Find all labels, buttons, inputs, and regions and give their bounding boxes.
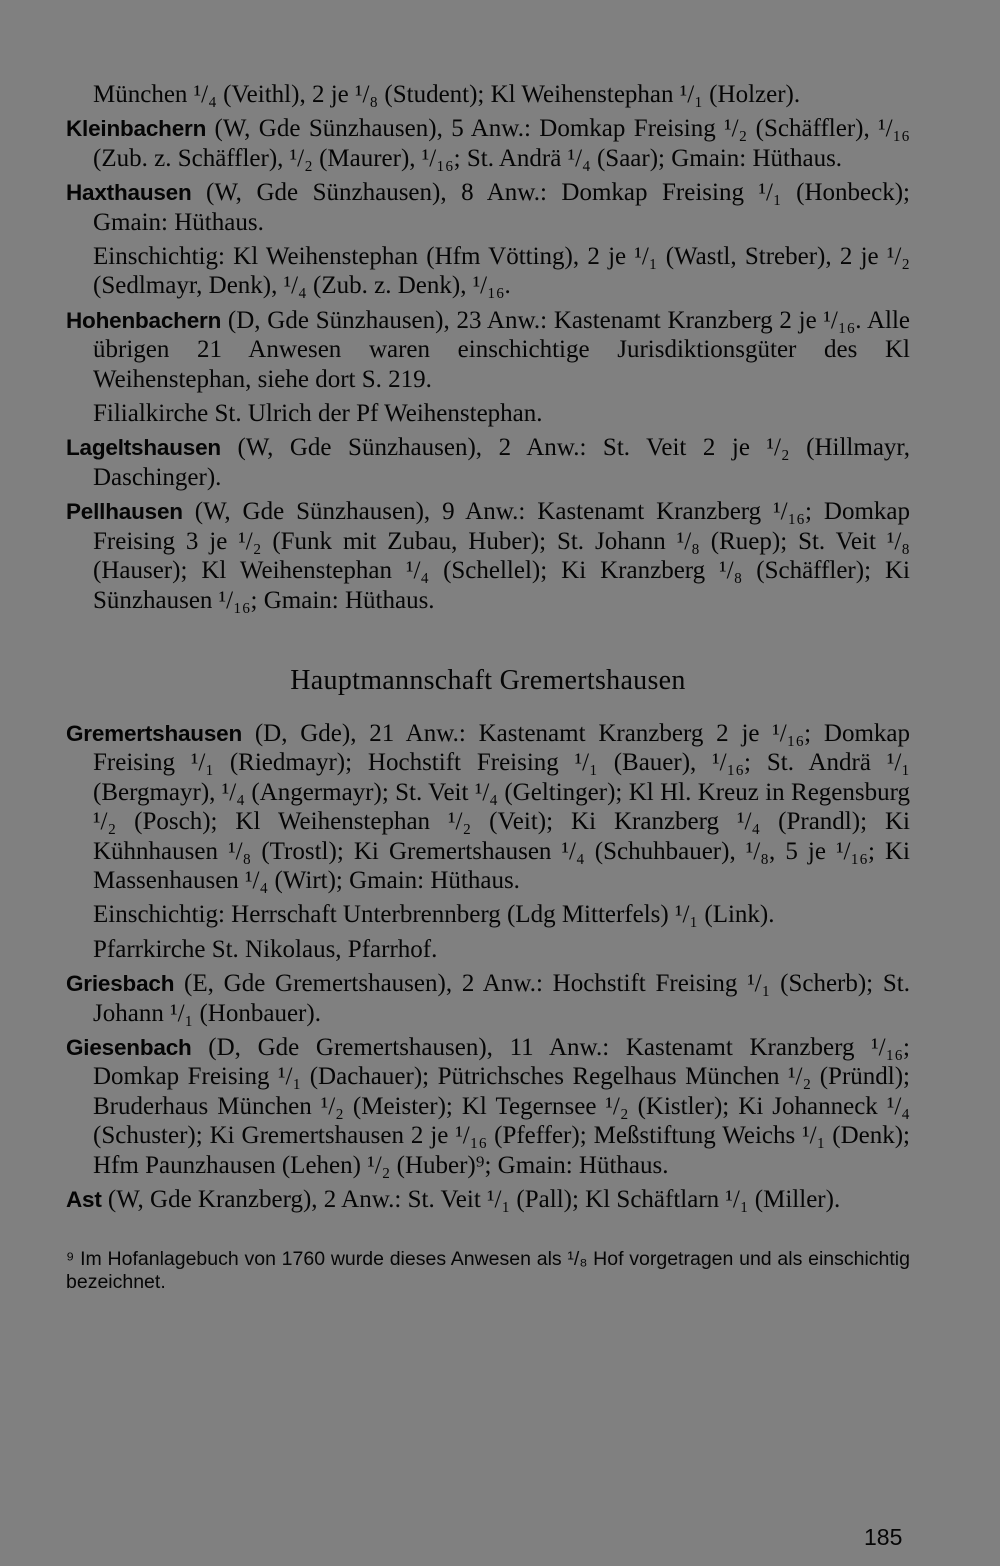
- place-name: Giesenbach: [66, 1034, 192, 1060]
- entry-gremertshausen-pfarrkirche: [66, 935, 910, 964]
- place-name: Gremertshausen: [66, 720, 243, 746]
- entry-text: (D, Gde Gremertshausen), 11 Anw.: Kastenamt Kranzberg ¹/₁₆; Domkap Freising ¹/₁ (Dachauer); Pütrichsches Regelhaus München ¹/₂ (Pründl); Bruderhaus München ¹/₂ (Meister); Kl Tegernsee ¹/₂ (Kistler); Ki Johanneck ¹/₄ (Schuster); Ki Gremertshausen 2 je ¹/₁₆ (Pfeffer); Meßstiftung Weichs ¹/₁ (Denk); Hfm Paunzhausen (Lehen) ¹/₂ (Huber)⁹; Gmain: Hüthaus.: [93, 1033, 910, 1179]
- entry-text: (D, Gde), 21 Anw.: Kastenamt Kranzberg 2 je ¹/₁₆; Domkap Freising ¹/₁ (Riedmayr); Hochstift Freising ¹/₁ (Bauer), ¹/₁₆; St. Andrä ¹/₁ (Bergmayr), ¹/₄ (Angermayr); St. Veit ¹/₄ (Geltinger); Kl Hl. Kreuz in Regensburg ¹/₂ (Posch); Kl Weihenstephan ¹/₂ (Veit); Ki Kranzberg ¹/₄ (Prandl); Ki Kühnhausen ¹/₈ (Trostl); Ki Gremertshausen ¹/₄ (Schuhbauer), ¹/₈, 5 je ¹/₁₆; Ki Massenhausen ¹/₄ (Wirt); Gmain: Hüthaus.: [93, 719, 910, 894]
- entry-text: (E, Gde Gremertshausen), 2 Anw.: Hochstift Freising ¹/₁ (Scherb); St. Johann ¹/₁ (Honbauer).: [93, 970, 910, 1027]
- text-column: [66, 80, 910, 1294]
- entry-lageltshausen: [66, 433, 910, 492]
- entry-text: Einschichtig: Kl Weihenstephan (Hfm Vötting), 2 je ¹/₁ (Wastl, Streber), 2 je ¹/₂ (Sedlmayr, Denk), ¹/₄ (Zub. z. Denk), ¹/₁₆.: [93, 243, 910, 300]
- entry-text: Einschichtig: Herrschaft Unterbrennberg (Ldg Mitterfels) ¹/₁ (Link).: [93, 901, 775, 929]
- entry-text: (W, Gde Sünzhausen), 2 Anw.: St. Veit 2 je ¹/₂ (Hillmayr, Daschinger).: [93, 434, 910, 491]
- place-name: Ast: [66, 1187, 102, 1212]
- entry-griesbach: [66, 969, 910, 1028]
- entry-pellhausen: [66, 497, 910, 615]
- entry-hohenbachern: [66, 306, 910, 394]
- entry-ast: [66, 1185, 910, 1214]
- place-name: Haxthausen: [66, 180, 192, 206]
- section-heading: Hauptmannschaft Gremertshausen: [290, 664, 686, 696]
- entry-text: (D, Gde Sünzhausen), 23 Anw.: Kastenamt Kranzberg 2 je ¹/₁₆. Alle übrigen 21 Anwesen waren einschichtige Jurisdiktionsgüter des Kl Weihenstephan, siehe dort S. 219.: [93, 306, 910, 393]
- entry-hohenbachern-filialkirche: [66, 399, 910, 428]
- entry-giesenbach: [66, 1033, 910, 1180]
- entry-text: Pfarrkirche St. Nikolaus, Pfarrhof.: [93, 935, 438, 963]
- place-name: Lageltshausen: [66, 435, 221, 461]
- entry-haxthausen: [66, 178, 910, 237]
- entry-text: München ¹/₄ (Veithl), 2 je ¹/₈ (Student); Kl Weihenstephan ¹/₁ (Holzer).: [93, 81, 801, 108]
- entry-kleinbachern: [66, 114, 910, 173]
- entry-text: (W, Gde Sünzhausen), 5 Anw.: Domkap Freising ¹/₂ (Schäffler), ¹/₁₆ (Zub. z. Schäffler), ¹/₂ (Maurer), ¹/₁₆; St. Andrä ¹/₄ (Saar); Gmain: Hüthaus.: [93, 115, 910, 172]
- place-name: Griesbach: [66, 971, 175, 997]
- entry-text: (W, Gde Kranzberg), 2 Anw.: St. Veit ¹/₁ (Pall); Kl Schäftlarn ¹/₁ (Miller).: [101, 1186, 841, 1213]
- place-name: Kleinbachern: [66, 116, 207, 142]
- place-name: Hohenbachern: [66, 307, 222, 333]
- place-name: Pellhausen: [66, 499, 183, 525]
- footnote: ⁹ Im Hofanlagebuch von 1760 wurde dieses Anwesen als ¹/₈ Hof vorgetragen und als einschichtig bezeichnet.: [66, 1248, 910, 1294]
- entry-text: Filialkirche St. Ulrich der Pf Weihenstephan.: [93, 400, 543, 428]
- entry-muenchen-continuation: [66, 80, 910, 109]
- entry-text: (W, Gde Sünzhausen), 9 Anw.: Kastenamt Kranzberg ¹/₁₆; Domkap Freising 3 je ¹/₂ (Funk mit Zubau, Huber); St. Johann ¹/₈ (Ruep); St. Veit ¹/₈ (Hauser); Kl Weihenstephan ¹/₄ (Schellel); Ki Kranzberg ¹/₈ (Schäffler); Ki Sünzhausen ¹/₁₆; Gmain: Hüthaus.: [93, 498, 910, 614]
- entry-haxthausen-einschichtig: [66, 242, 910, 301]
- page-number: 185: [864, 1524, 903, 1550]
- entry-text: (W, Gde Sünzhausen), 8 Anw.: Domkap Freising ¹/₁ (Honbeck); Gmain: Hüthaus.: [93, 179, 910, 236]
- entry-gremertshausen: [66, 719, 910, 895]
- entry-gremertshausen-einschichtig: [66, 900, 910, 929]
